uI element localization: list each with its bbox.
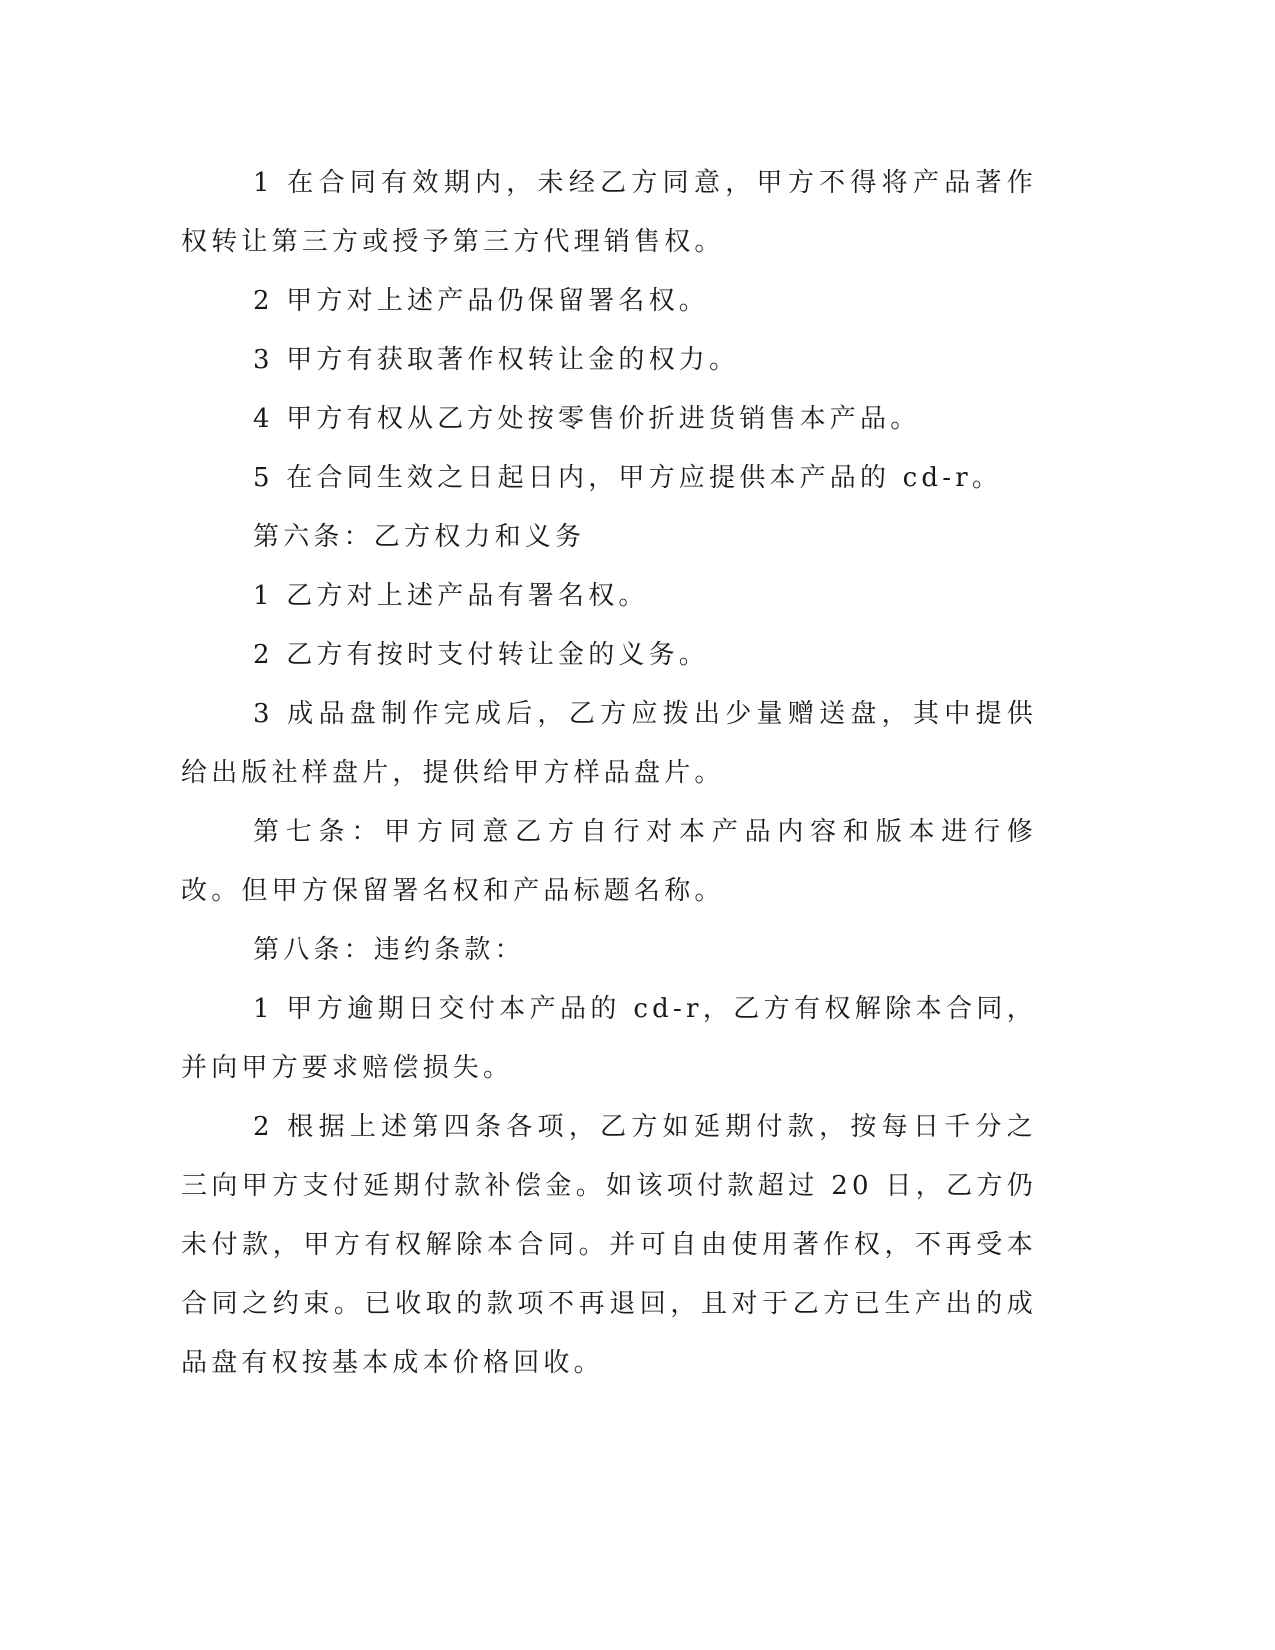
paragraph-clause-5-5: 5 在合同生效之日起日内，甲方应提供本产品的 cd-r。	[253, 463, 1003, 493]
paragraph-clause-6-3: 3 成品盘制作完成后，乙方应拨出少量赠送盘，其中提供给出版社样盘片，提供给甲方样品盘片。	[181, 699, 1037, 788]
section-heading-article-8: 第八条：违约条款：	[253, 935, 525, 965]
document-body	[181, 154, 1037, 1393]
section-heading-article-6: 第六条：乙方权力和义务	[253, 522, 586, 552]
paragraph-clause-6-2: 2 乙方有按时支付转让金的义务。	[253, 640, 710, 670]
paragraph-clause-5-2: 2 甲方对上述产品仍保留署名权。	[253, 286, 710, 316]
paragraph-clause-6-1: 1 乙方对上述产品有署名权。	[253, 581, 649, 611]
paragraph-article-7: 第七条：甲方同意乙方自行对本产品内容和版本进行修改。但甲方保留署名权和产品标题名称。	[181, 817, 1037, 906]
paragraph-clause-8-1: 1 甲方逾期日交付本产品的 cd-r，乙方有权解除本合同，并向甲方要求赔偿损失。	[181, 994, 1037, 1083]
paragraph-clause-5-4: 4 甲方有权从乙方处按零售价折进货销售本产品。	[253, 404, 921, 434]
paragraph-clause-5-3: 3 甲方有获取著作权转让金的权力。	[253, 345, 740, 375]
paragraph-clause-8-2: 2 根据上述第四条各项，乙方如延期付款，按每日千分之三向甲方支付延期付款补偿金。如该项付款超过 20 日，乙方仍未付款，甲方有权解除本合同。并可自由使用著作权，不再受本合同之约束。已收取的款项不再退回，且对于乙方已生产出的成品盘有权按基本成本价格回收。	[181, 1112, 1037, 1378]
paragraph-clause-5-1: 1 在合同有效期内，未经乙方同意，甲方不得将产品著作权转让第三方或授予第三方代理销售权。	[181, 168, 1037, 257]
